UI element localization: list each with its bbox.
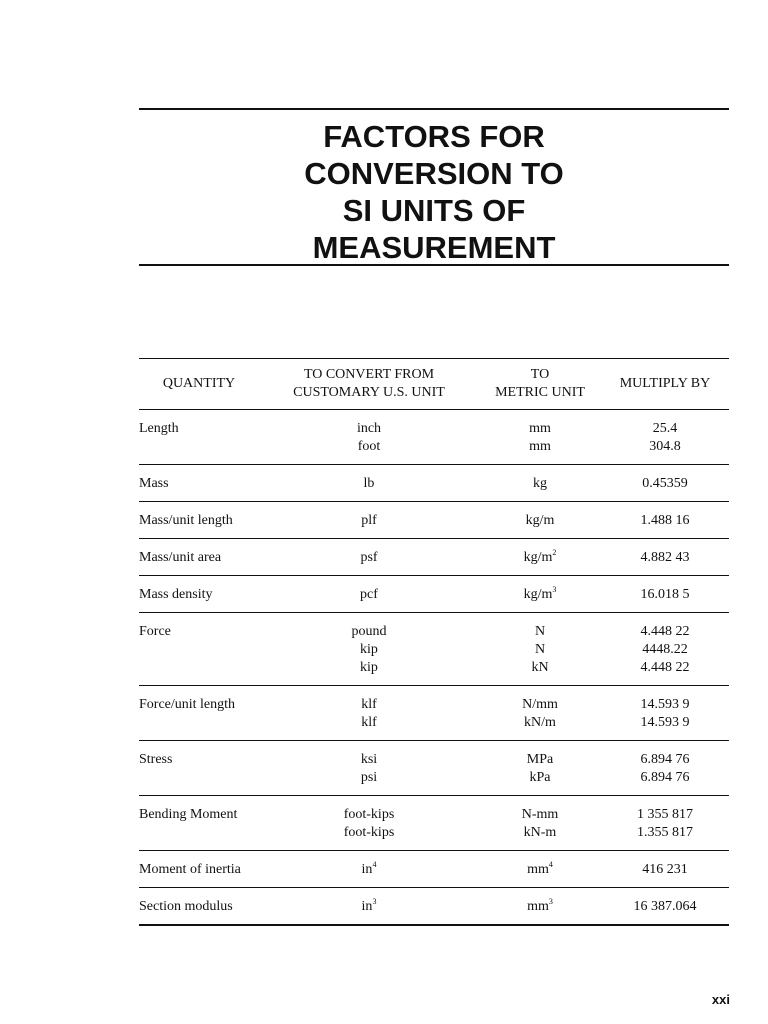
to-unit-cell [479, 502, 601, 539]
from-unit-cell [259, 465, 479, 502]
multiply-cell-value: 1.355 817 [637, 825, 693, 840]
multiply-cell [601, 686, 729, 741]
from-unit-cell [259, 502, 479, 539]
header-from [259, 359, 479, 410]
to-unit-cell-value: kN/m [524, 715, 556, 730]
header-row [139, 359, 729, 410]
from-unit-cell-value: pound [351, 624, 387, 639]
from-unit-cell [259, 576, 479, 613]
table-row [139, 539, 729, 576]
multiply-cell [601, 502, 729, 539]
title-block [139, 108, 729, 266]
to-unit-cell-value: mm [529, 421, 551, 436]
to-unit-cell [479, 741, 601, 796]
page-number: xxi [711, 992, 730, 1007]
multiply-cell-value: 4.448 22 [640, 660, 690, 675]
multiply-cell [601, 576, 729, 613]
multiply-cell-value: 16.018 5 [640, 587, 690, 602]
to-unit-cell [479, 465, 601, 502]
table-row [139, 796, 729, 851]
from-unit-cell-value: inch [356, 421, 382, 436]
to-unit-cell-value: kg/m [525, 513, 555, 528]
header-from-line: TO CONVERT FROM [303, 367, 435, 382]
to-unit-cell-value: $kg/m^3$ [523, 585, 557, 602]
header-from-line: CUSTOMARY U.S. UNIT [293, 385, 445, 400]
multiply-cell-value: 1.488 16 [640, 513, 690, 528]
quantity-cell: Bending Moment [139, 796, 259, 851]
multiply-cell-value: 14.593 9 [640, 697, 690, 712]
multiply-cell-value: 4.882 43 [640, 550, 690, 565]
title-line: FACTORS FOR [323, 119, 545, 154]
unit-exponent: 2 [552, 548, 557, 557]
header-quantity: QUANTITY [139, 359, 259, 410]
to-unit-cell [479, 796, 601, 851]
from-unit-cell [259, 613, 479, 686]
multiply-cell-value: 416 231 [642, 862, 688, 877]
to-unit-cell-value: kg [533, 476, 547, 491]
quantity-cell: Force/unit length [139, 686, 259, 741]
to-unit-cell-value: N-mm [521, 807, 559, 822]
from-unit-cell [259, 851, 479, 888]
to-unit-cell-value: N [534, 642, 546, 657]
from-unit-cell-value: lb [363, 476, 375, 491]
from-unit-cell [259, 686, 479, 741]
table-row [139, 851, 729, 888]
multiply-cell-value: 25.4 [652, 421, 678, 436]
quantity-cell: Stress [139, 741, 259, 796]
table-row [139, 410, 729, 465]
from-unit-cell-value: foot-kips [343, 825, 395, 840]
multiply-cell-value: 6.894 76 [640, 770, 690, 785]
multiply-cell [601, 410, 729, 465]
from-unit-cell-value: klf [361, 697, 377, 712]
from-unit-cell-value: $in^4$ [361, 860, 377, 877]
from-unit-cell [259, 410, 479, 465]
table-row [139, 686, 729, 741]
table-row [139, 502, 729, 539]
from-unit-cell-value: psf [360, 550, 378, 565]
to-unit-cell [479, 851, 601, 888]
from-unit-cell-value: plf [361, 513, 377, 528]
to-unit-cell-value: kPa [529, 770, 551, 785]
to-unit-cell-value: MPa [526, 752, 554, 767]
title-line: SI UNITS OF [342, 193, 526, 228]
unit-exponent: 3 [552, 585, 557, 594]
from-unit-cell-value: psi [360, 770, 378, 785]
unit-exponent: 4 [372, 860, 377, 869]
to-unit-cell [479, 410, 601, 465]
multiply-cell-value: 14.593 9 [640, 715, 690, 730]
to-unit-cell [479, 888, 601, 926]
from-unit-cell-value: kip [360, 660, 378, 675]
quantity-cell: Mass/unit area [139, 539, 259, 576]
multiply-cell-value: 4448.22 [642, 642, 688, 657]
table-row [139, 741, 729, 796]
unit-exponent: 4 [548, 860, 553, 869]
to-unit-cell-value: N/mm [522, 697, 558, 712]
title-line: MEASUREMENT [312, 230, 556, 265]
to-unit-cell-value: N [534, 624, 546, 639]
header-multiply: MULTIPLY BY [601, 359, 729, 410]
to-unit-cell [479, 686, 601, 741]
multiply-cell [601, 888, 729, 926]
multiply-cell-value: 4.448 22 [640, 624, 690, 639]
quantity-cell: Moment of inertia [139, 851, 259, 888]
to-unit-cell-value: kN-m [523, 825, 557, 840]
table-row [139, 613, 729, 686]
multiply-cell [601, 465, 729, 502]
quantity-cell: Length [139, 410, 259, 465]
unit-exponent: 3 [548, 897, 553, 906]
table-body [139, 410, 729, 926]
quantity-cell: Mass [139, 465, 259, 502]
to-unit-cell-value: $kg/m^2$ [523, 548, 557, 565]
header-to-line: TO [530, 367, 550, 382]
from-unit-cell-value: $in^3$ [361, 897, 377, 914]
header-to-line: METRIC UNIT [495, 385, 585, 400]
to-unit-cell [479, 539, 601, 576]
to-unit-cell-value: $mm^3$ [527, 897, 553, 914]
from-unit-cell [259, 888, 479, 926]
table-header [139, 359, 729, 410]
from-unit-cell-value: kip [360, 642, 378, 657]
unit-exponent: 3 [372, 897, 377, 906]
multiply-cell [601, 539, 729, 576]
multiply-cell-value: 0.45359 [642, 476, 688, 491]
multiply-cell-value: 16 387.064 [633, 899, 697, 914]
multiply-cell [601, 851, 729, 888]
table-row [139, 576, 729, 613]
quantity-cell: Mass density [139, 576, 259, 613]
multiply-cell [601, 613, 729, 686]
from-unit-cell [259, 741, 479, 796]
from-unit-cell-value: ksi [360, 752, 378, 767]
from-unit-cell-value: pcf [360, 587, 378, 602]
from-unit-cell-value: foot-kips [343, 807, 395, 822]
multiply-cell-value: 6.894 76 [640, 752, 690, 767]
from-unit-cell-value: klf [361, 715, 377, 730]
to-unit-cell [479, 613, 601, 686]
multiply-cell [601, 741, 729, 796]
header-to [479, 359, 601, 410]
table-row [139, 465, 729, 502]
title-line: CONVERSION TO [304, 156, 564, 191]
to-unit-cell-value: $mm^4$ [527, 860, 553, 877]
quantity-cell: Force [139, 613, 259, 686]
table-row [139, 888, 729, 926]
to-unit-cell-value: kN [531, 660, 549, 675]
page-title [139, 110, 729, 266]
from-unit-cell-value: foot [357, 439, 381, 454]
quantity-cell: Section modulus [139, 899, 233, 914]
multiply-cell-value: 304.8 [649, 439, 681, 454]
multiply-cell-value: 1 355 817 [637, 807, 693, 822]
conversion-table [139, 358, 729, 926]
to-unit-cell-value: mm [529, 439, 551, 454]
quantity-cell: Mass/unit length [139, 502, 259, 539]
from-unit-cell [259, 796, 479, 851]
to-unit-cell [479, 576, 601, 613]
from-unit-cell [259, 539, 479, 576]
multiply-cell [601, 796, 729, 851]
